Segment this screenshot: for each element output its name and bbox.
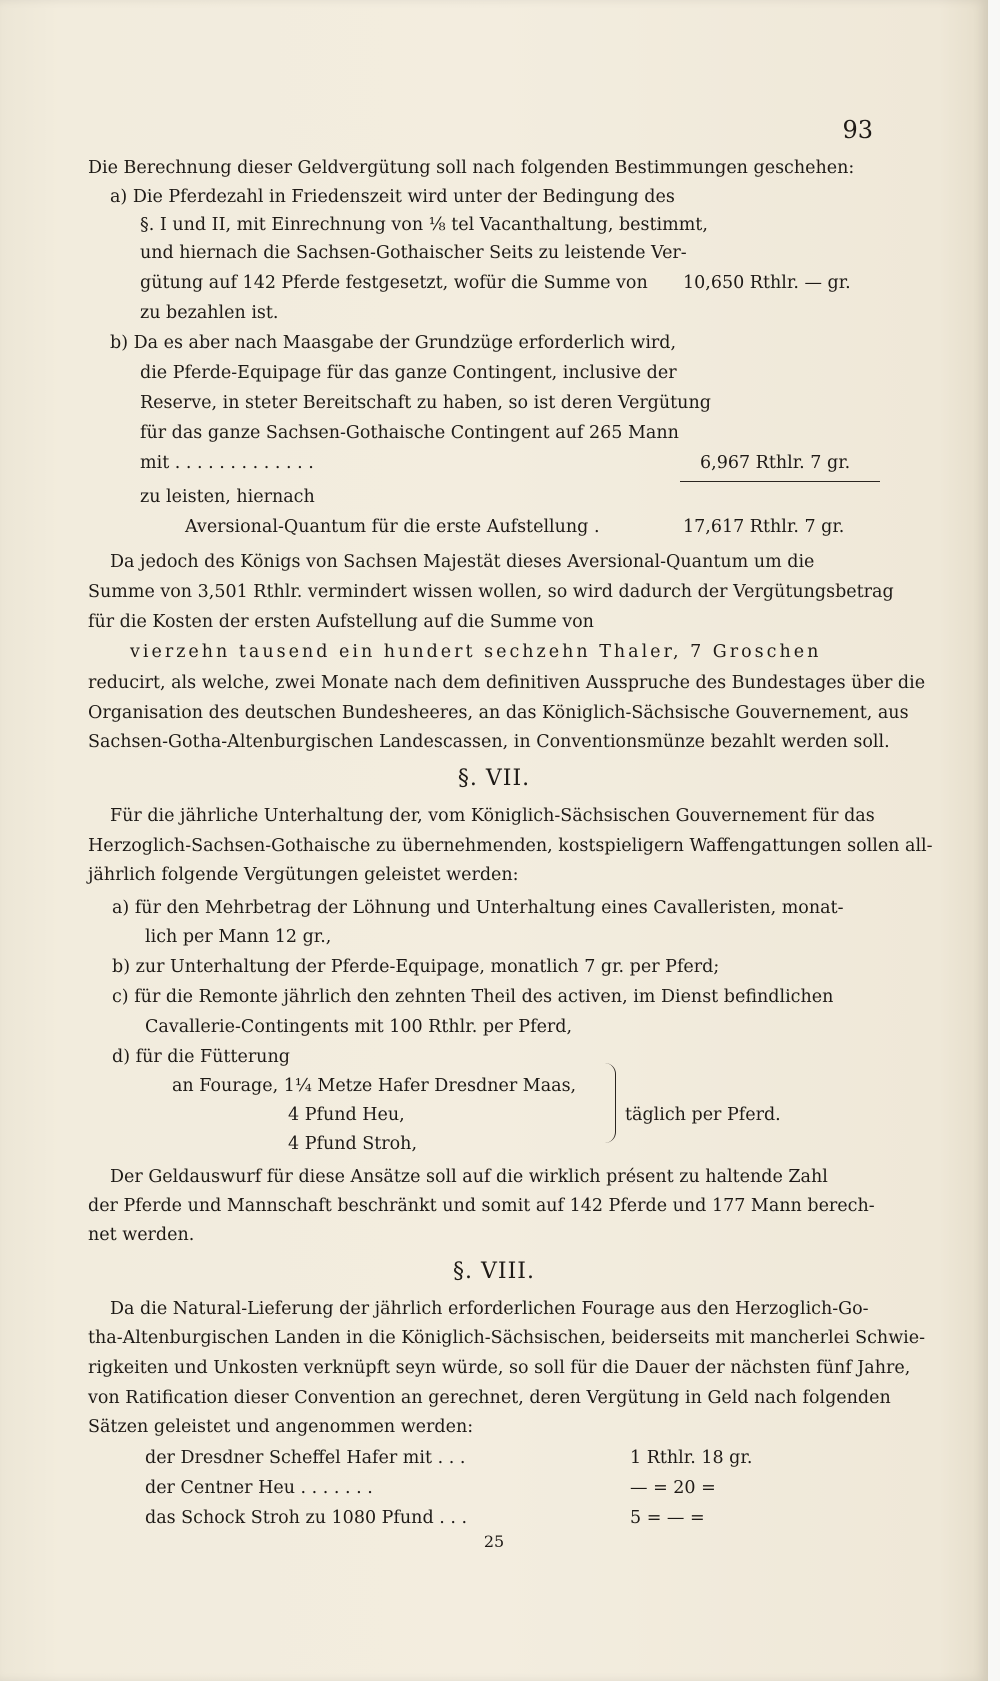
list-item: lich per Mann 12 gr.,: [145, 927, 332, 947]
item-b-line: mit . . . . . . . . . . . . .: [140, 453, 314, 473]
sum-rule: [680, 481, 880, 482]
amount-a: 10,650 Rthlr. — gr.: [683, 273, 851, 293]
item-b-line: für das ganze Sachsen-Gothaische Contingent auf 265 Mann: [140, 423, 679, 443]
paragraph-line: rigkeiten und Unkosten verknüpft seyn würde, so soll für die Dauer der nächsten fünf Jahre,: [88, 1358, 911, 1378]
section-heading: §. VIII.: [453, 1259, 535, 1284]
paragraph-line: Sachsen-Gotha-Altenburgischen Landescassen, in Conventionsmünze bezahlt werden soll.: [88, 732, 890, 752]
item-b-line: Reserve, in steter Bereitschaft zu haben, so ist deren Vergütung: [140, 393, 711, 413]
page-number: 93: [842, 116, 873, 144]
amount-total: 17,617 Rthlr. 7 gr.: [683, 517, 845, 537]
amount-b: 6,967 Rthlr. 7 gr.: [700, 453, 851, 473]
item-b-line: die Pferde-Equipage für das ganze Contingent, inclusive der: [140, 363, 677, 383]
item-a-line: zu bezahlen ist.: [140, 303, 279, 323]
paragraph-line: Sätzen geleistet und angenommen werden:: [88, 1417, 474, 1437]
item-a-line: gütung auf 142 Pferde festgesetzt, wofür die Summe von: [140, 273, 648, 293]
sub-line: zu leisten, hiernach: [140, 487, 315, 507]
amount-in-words: vierzehn tausend ein hundert sechzehn Thaler, 7 Groschen: [130, 642, 822, 662]
price-label: der Centner Heu . . . . . . .: [145, 1478, 373, 1498]
paragraph-line: jährlich folgende Vergütungen geleistet werden:: [88, 865, 519, 885]
paragraph-line: Summe von 3,501 Rthlr. vermindert wissen wollen, so wird dadurch der Vergütungsbetrag: [88, 582, 894, 602]
fodder-line: an Fourage, 1¼ Metze Hafer Dresdner Maas,: [172, 1076, 577, 1096]
intro-line: Die Berechnung dieser Geldvergütung soll nach folgenden Bestimmungen geschehen:: [88, 158, 855, 178]
item-b-line: b) Da es aber nach Maasgabe der Grundzüge erforderlich wird,: [110, 333, 677, 353]
fodder-line: 4 Pfund Stroh,: [288, 1134, 418, 1154]
signature-mark: 25: [483, 1532, 505, 1551]
list-item: a) für den Mehrbetrag der Löhnung und Unterhaltung eines Cavalleristen, monat-: [112, 898, 844, 918]
paragraph-line: Organisation des deutschen Bundesheeres, an das Königlich-Sächsische Gouvernement, aus: [88, 703, 909, 723]
price-label: das Schock Stroh zu 1080 Pfund . . .: [145, 1508, 468, 1528]
brace: [605, 1063, 616, 1143]
paragraph-line: reducirt, als welche, zwei Monate nach dem definitiven Ausspruche des Bundestages über die: [88, 673, 926, 693]
paragraph-line: Herzoglich-Sachsen-Gothaische zu übernehmenden, kostspieligern Waffengattungen sollen all-: [88, 836, 933, 856]
item-a-line: und hiernach die Sachsen-Gothaischer Seits zu leistende Ver-: [140, 243, 687, 263]
fodder-note: täglich per Pferd.: [625, 1105, 781, 1125]
paragraph-line: Da die Natural-Lieferung der jährlich erforderlichen Fourage aus den Herzoglich-Go-: [110, 1299, 869, 1319]
paragraph-line: von Ratification dieser Convention an gerechnet, deren Vergütung in Geld nach folgenden: [88, 1388, 891, 1408]
fodder-line: 4 Pfund Heu,: [288, 1105, 405, 1125]
paragraph-line: tha-Altenburgischen Landen in die Königlich-Sächsischen, beiderseits mit mancherlei Schwie-: [88, 1328, 926, 1348]
list-item: d) für die Fütterung: [112, 1047, 290, 1067]
item-a-line: §. I und II, mit Einrechnung von ⅛ tel Vacanthaltung, bestimmt,: [140, 215, 708, 235]
price-value: 1 Rthlr. 18 gr.: [630, 1448, 753, 1468]
item-a-line: a) Die Pferdezahl in Friedenszeit wird unter der Bedingung des: [110, 187, 675, 207]
list-item: b) zur Unterhaltung der Pferde-Equipage, monatlich 7 gr. per Pferd;: [112, 957, 720, 977]
paragraph-line: Für die jährliche Unterhaltung der, vom Königlich-Sächsischen Gouvernement für das: [110, 806, 875, 826]
paragraph-line: Der Geldauswurf für diese Ansätze soll auf die wirklich présent zu haltende Zahl: [110, 1167, 828, 1187]
sub-line: Aversional-Quantum für die erste Aufstellung .: [185, 517, 600, 537]
list-item: Cavallerie-Contingents mit 100 Rthlr. per Pferd,: [145, 1017, 573, 1037]
price-value: — = 20 =: [630, 1478, 716, 1498]
list-item: c) für die Remonte jährlich den zehnten Theil des activen, im Dienst befindlichen: [112, 987, 834, 1007]
paragraph-line: Da jedoch des Königs von Sachsen Majestät dieses Aversional-Quantum um die: [110, 552, 815, 572]
paragraph-line: für die Kosten der ersten Aufstellung auf die Summe von: [88, 612, 594, 632]
price-label: der Dresdner Scheffel Hafer mit . . .: [145, 1448, 466, 1468]
paragraph-line: net werden.: [88, 1225, 195, 1245]
paragraph-line: der Pferde und Mannschaft beschränkt und somit auf 142 Pferde und 177 Mann berech-: [88, 1196, 875, 1216]
section-heading: §. VII.: [457, 766, 531, 791]
price-value: 5 = — =: [630, 1508, 705, 1528]
